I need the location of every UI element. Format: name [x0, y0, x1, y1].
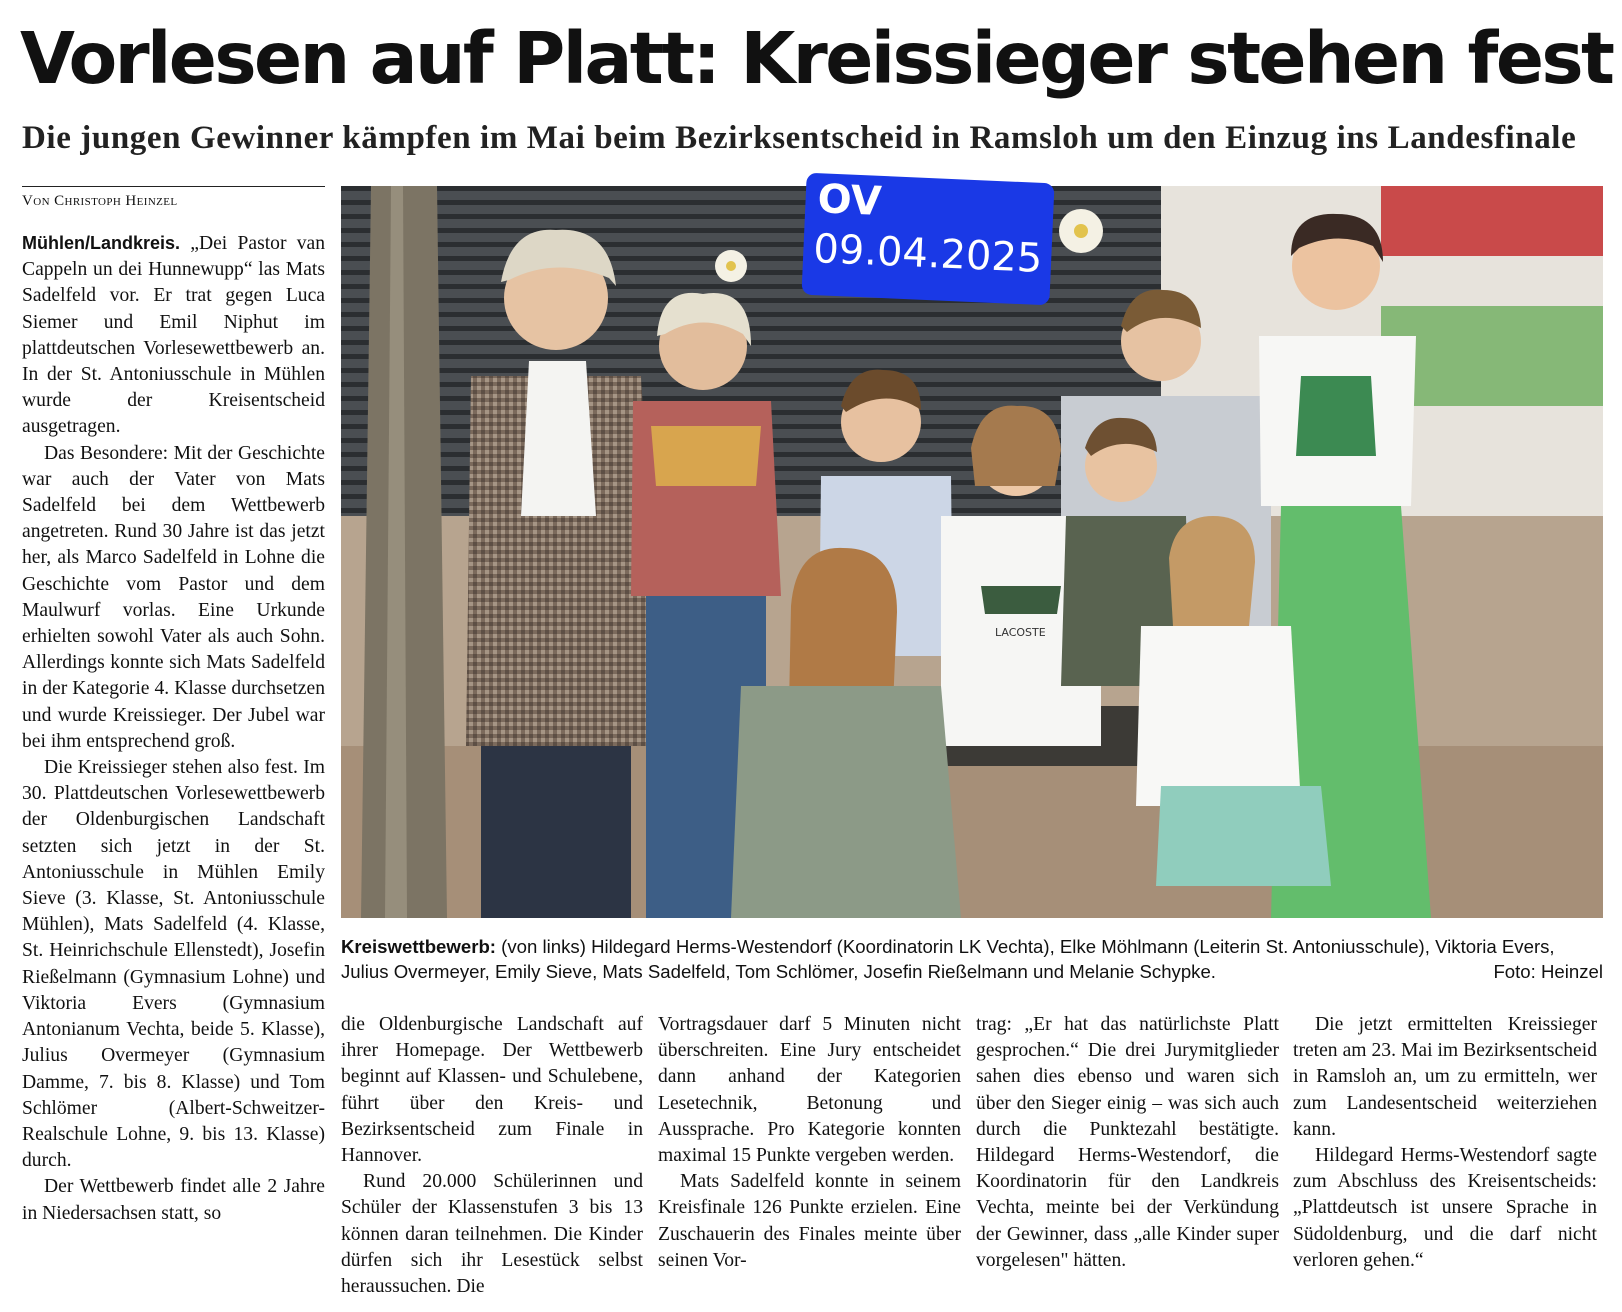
article-column-3	[658, 1012, 961, 1274]
paragraph: „Dei Pastor van Cappeln un dei Hunnewupp“ las Mats Sadelfeld vor. Er trat gegen Luca Siemer und Emil Niphut im plattdeutschen Vorlesewettbewerb an. In der St. Antoniusschule in Mühlen wurde der Kreisentscheid ausgetragen.	[22, 233, 325, 438]
paragraph: Die jetzt ermittelten Kreissieger treten am 23. Mai im Bezirksentscheid in Ramsloh an, um zu ermitteln, wer zum Landesentscheid weiterziehen kann.	[1293, 1014, 1597, 1140]
headline: Vorlesen auf Platt: Kreissieger stehen fest	[20, 17, 1613, 100]
article-column-4	[976, 1012, 1279, 1274]
photo-caption	[341, 934, 1603, 984]
stamp-source: OV	[816, 176, 883, 225]
paragraph: Rund 20.000 Schülerinnen und Schüler der Klassenstufen 3 bis 13 können daran teilnehmen. Die Kinder dürfen sich ihr Lesestück selbst heraussuchen. Die	[341, 1171, 643, 1298]
subheadline: Die jungen Gewinner kämpfen im Mai beim Bezirksentscheid in Ramsloh um den Einzug ins Landesfinale	[22, 120, 1577, 156]
article-column-5	[1293, 1012, 1597, 1274]
caption-label: Kreiswettbewerb:	[341, 936, 496, 957]
date-stamp	[801, 173, 1054, 306]
paragraph: Der Wettbewerb findet alle 2 Jahre in Niedersachsen statt, so	[22, 1176, 325, 1224]
photo-credit: Foto: Heinzel	[1493, 961, 1603, 982]
dateline: Mühlen/Landkreis.	[22, 233, 181, 253]
caption-text: (von links) Hildegard Herms-Westendorf (Koordinatorin LK Vechta), Elke Möhlmann (Leiterin St. Antoniusschule), Viktoria Evers, Julius Overmeyer, Emily Sieve, Mats Sadelfeld, Tom Schlömer, Josefin Rießelmann und Melanie Schypke.	[341, 936, 1555, 982]
paragraph: die Oldenburgische Landschaft auf ihrer Homepage. Der Wettbewerb beginnt auf Klassen- und Schulebene, führt über den Kreis- und Bezirksentscheid zum Finale in Hannover.	[341, 1014, 643, 1167]
paragraph: Mats Sadelfeld konnte in seinem Kreisfinale 126 Punkte erzielen. Eine Zuschauerin des Finales meinte über seinen Vor-	[658, 1171, 961, 1271]
paragraph: Das Besondere: Mit der Geschichte war auch der Vater von Mats Sadelfeld bei dem Wettbewerb angetreten. Rund 30 Jahre ist das jetzt her, als Marco Sadelfeld in Lohne die Geschichte vom Pastor und dem Maulwurf vorlas. Eine Urkunde erhielten sowohl Vater als auch Sohn. Allerdings konnte sich Mats Sadelfeld in der Kategorie 4. Klasse durchsetzen und wurde Kreissieger. Der Jubel war bei ihm entsprechend groß.	[22, 442, 325, 752]
article-column-2	[341, 1012, 643, 1300]
paragraph: trag: „Er hat das natürlichste Platt gesprochen.“ Die drei Jurymitglieder sahen dies ebenso und waren sich über den Sieger einig – was sich auch durch die Punktezahl bestätigte. Hildegard Herms-Westendorf, die Koordinatorin für den Landkreis Vechta, meinte bei der Verkündung der Gewinner, dass „alle Kinder super vorgelesen" hätten.	[976, 1014, 1279, 1271]
paragraph: Hildegard Herms-Westendorf sagte zum Abschluss des Kreisentscheids: „Plattdeutsch ist unsere Sprache in Südoldenburg, und die darf nicht verloren gehen.“	[1293, 1145, 1597, 1271]
stamp-date: 09.04.2025	[812, 226, 1044, 282]
shirt-print: LACOSTE	[995, 626, 1046, 639]
article-column-1	[22, 230, 325, 1227]
paragraph: Die Kreissieger stehen also fest. Im 30. Plattdeutschen Vorlesewettbewerb der Oldenburgischen Landschaft setzten sich jetzt in der St. Antoniusschule in Mühlen Emily Sieve (3. Klasse, St. Antoniusschule Mühlen), Mats Sadelfeld (4. Klasse, St. Heinrichschule Ellenstedt), Josefin Rießelmann (Gymnasium Lohne) und Viktoria Evers (Gymnasium Antonianum Vechta, beide 5. Klasse), Julius Overmeyer (Gymnasium Damme, 7. bis 8. Klasse) und Tom Schlömer (Albert-Schweitzer-Realschule Lohne, 9. bis 13. Klasse) durch.	[22, 757, 325, 1172]
paragraph: Vortragsdauer darf 5 Minuten nicht überschreiten. Eine Jury entscheidet dann anhand der Kategorien Lesetechnik, Betonung und Aussprache. Pro Kategorie konnten maximal 15 Punkte vergeben werden.	[658, 1014, 961, 1167]
byline: Von Christoph Heinzel	[22, 186, 325, 210]
